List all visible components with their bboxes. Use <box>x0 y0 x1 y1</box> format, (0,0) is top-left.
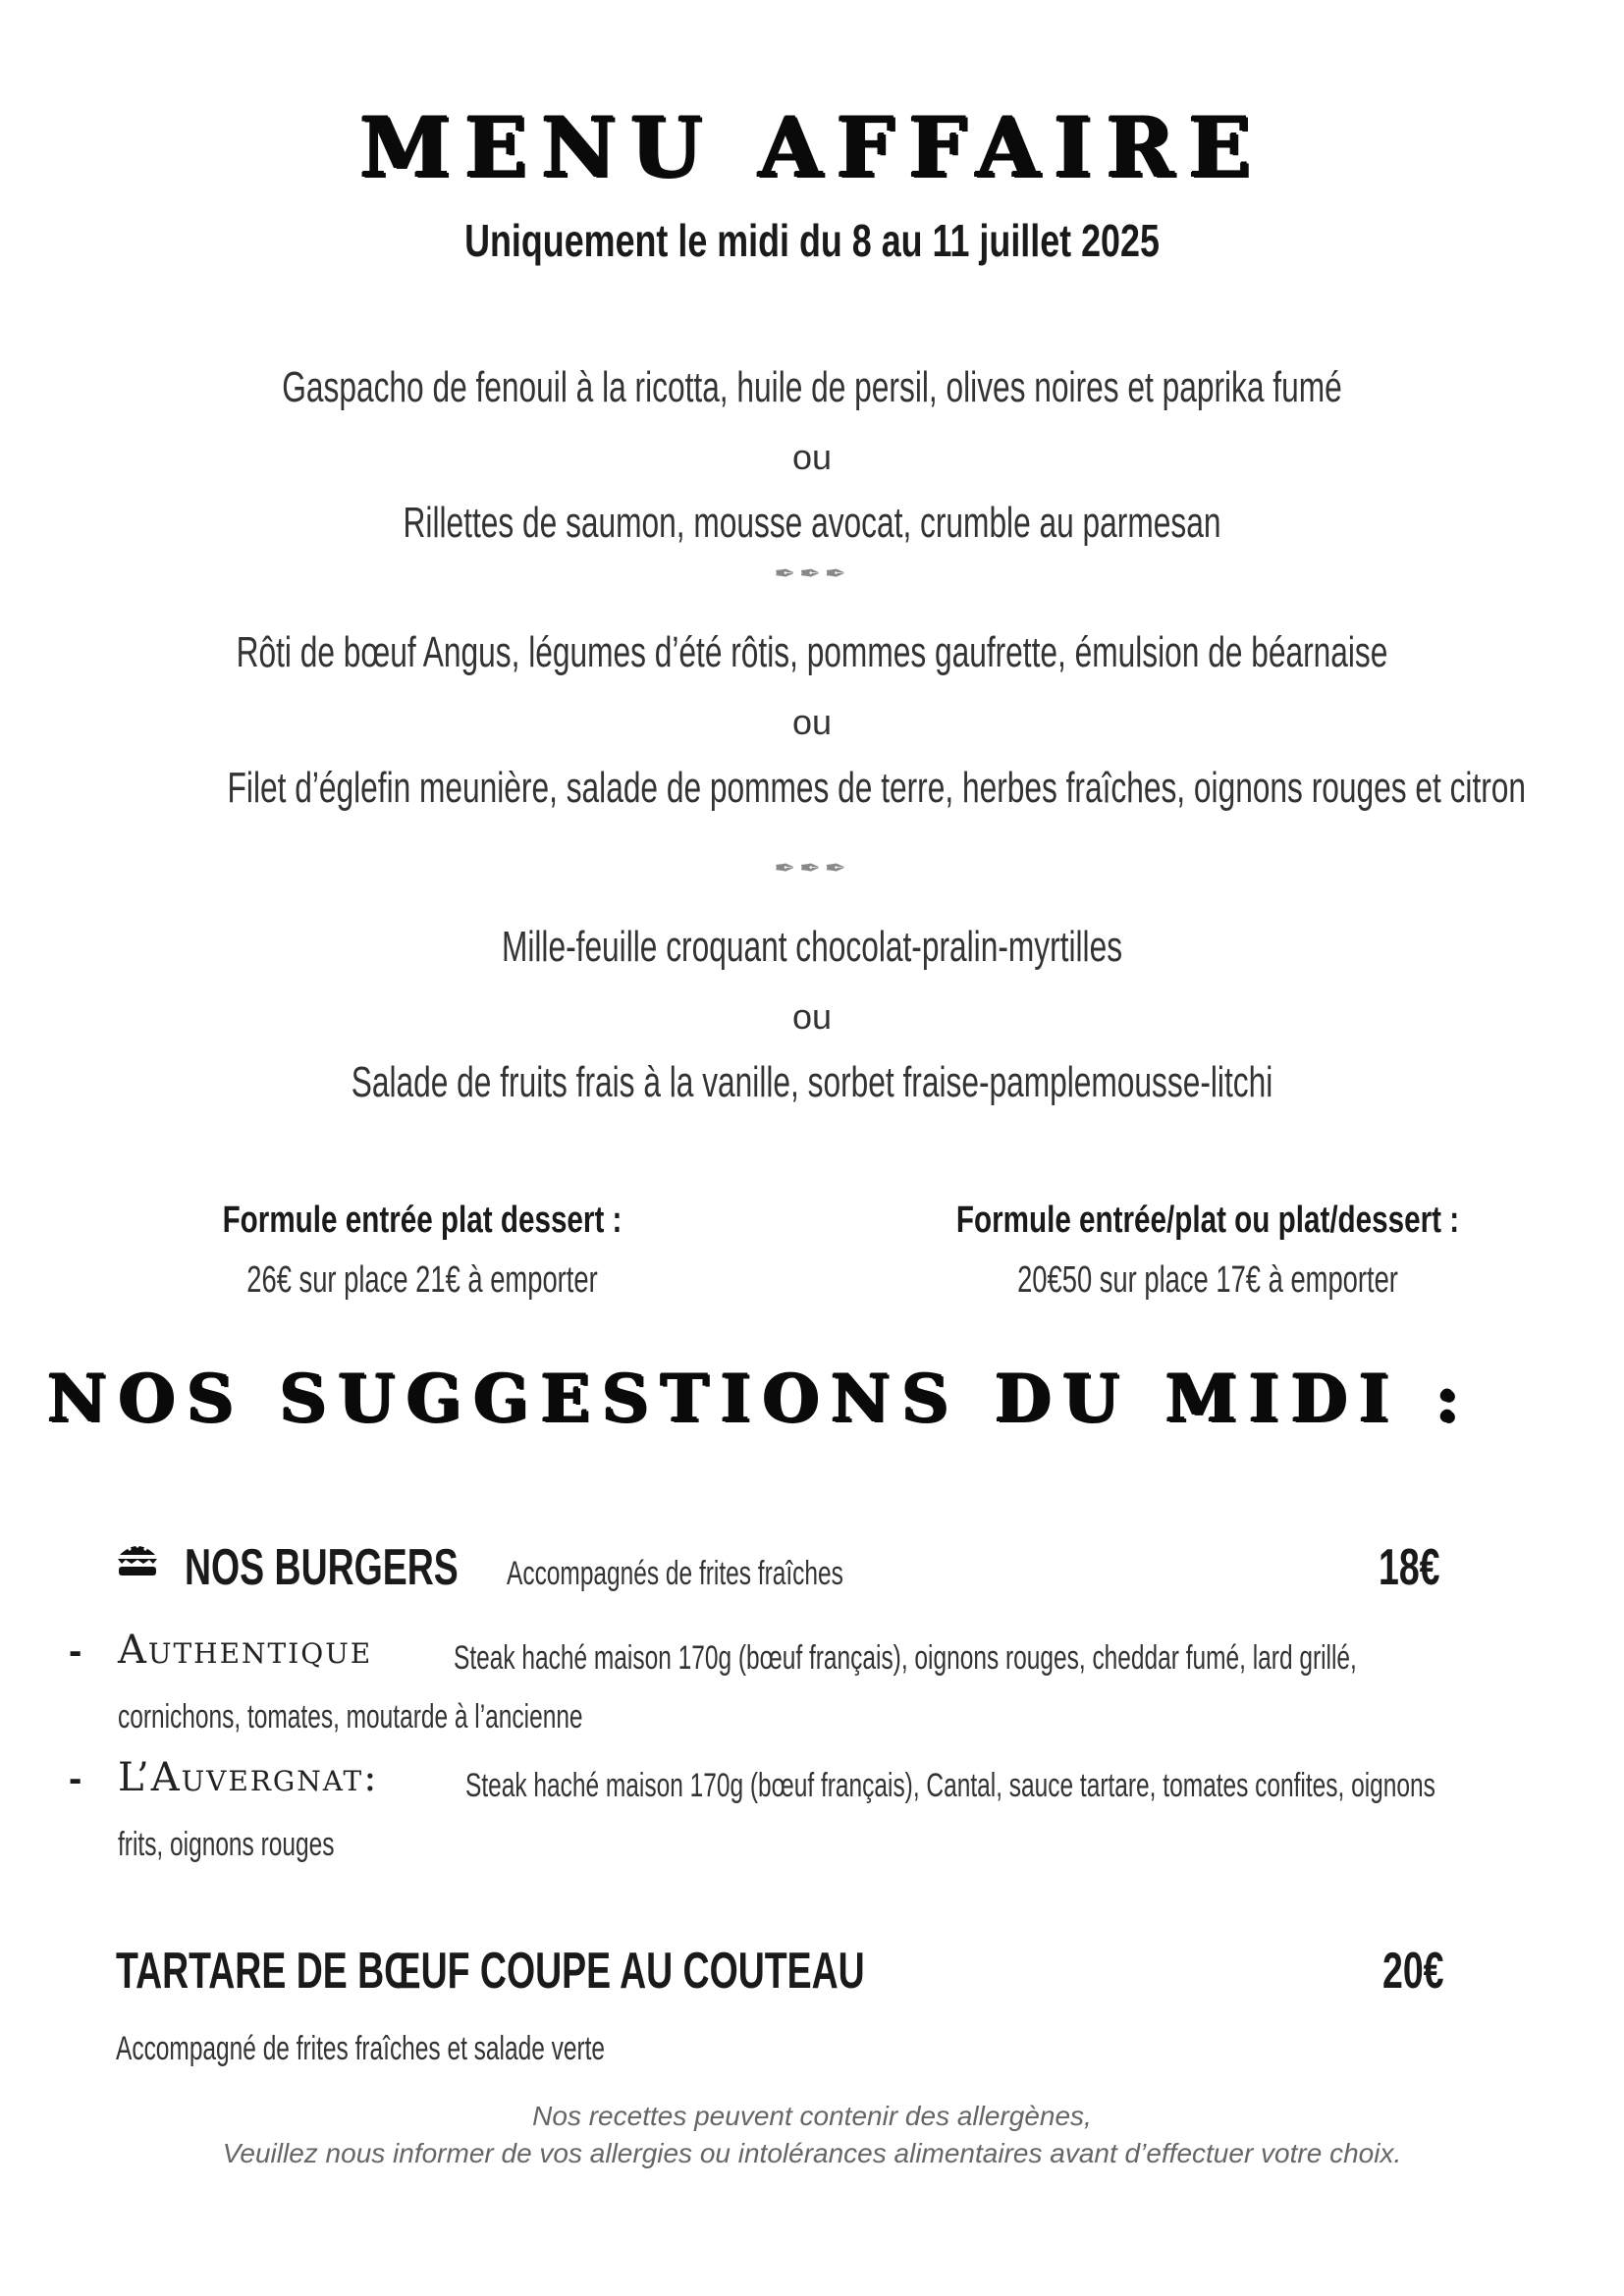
allergen-line-2: Veuillez nous informer de vos allergies ou intolérances alimentaires avant d’effectuer votre choix. <box>222 2138 1402 2168</box>
menu-title: MENU AFFAIRE <box>358 98 1266 195</box>
allergen-line-1: Nos recettes peuvent contenir des allergènes, <box>532 2101 1092 2131</box>
formula-2-title: Formule entrée/plat ou plat/dessert : <box>955 1200 1460 1241</box>
starter-2: Rillettes de saumon, mousse avocat, crumble au parmesan <box>403 499 1221 547</box>
burger-2-desc-line1: Steak haché maison 170g (bœuf français), Cantal, sauce tartare, tomates confites, oignons <box>465 1767 1435 1804</box>
separator-icon: ✒✒✒ <box>774 560 850 589</box>
separator-icon: ✒✒✒ <box>774 854 850 883</box>
burgers-price: 18€ <box>1379 1539 1440 1596</box>
burger-2-desc-line2: frits, oignons rouges <box>118 1826 335 1863</box>
list-dash: - <box>69 1629 82 1673</box>
burgers-note: Accompagnés de frites fraîches <box>507 1555 843 1592</box>
list-dash: - <box>69 1757 82 1800</box>
tartare-price: 20€ <box>1382 1943 1444 2000</box>
burger-1-desc-line1: Steak haché maison 170g (bœuf français), oignons rouges, cheddar fumé, lard grillé, <box>454 1639 1357 1677</box>
formula-2-price: 20€50 sur place 17€ à emporter <box>1017 1259 1398 1301</box>
burgers-heading: NOS BURGERS <box>185 1539 459 1596</box>
dessert-2: Salade de fruits frais à la vanille, sorbet fraise-pamplemousse-litchi <box>351 1058 1273 1106</box>
formula-1-title: Formule entrée plat dessert : <box>222 1200 623 1241</box>
tartare-heading: TARTARE DE BŒUF COUPE AU COUTEAU <box>116 1943 865 2000</box>
burger-2-name: L’Auvergnat: <box>118 1755 379 1800</box>
main-1: Rôti de bœuf Angus, légumes d’été rôtis, pommes gaufrette, émulsion de béarnaise <box>236 628 1388 676</box>
formula-1-price: 26€ sur place 21€ à emporter <box>246 1259 598 1301</box>
burger-1-name: Authentique <box>118 1628 373 1673</box>
burger-1-desc-line2: cornichons, tomates, moutarde à l’ancienne <box>118 1698 583 1735</box>
menu-subtitle: Uniquement le midi du 8 au 11 juillet 2025 <box>464 215 1160 266</box>
starter-1: Gaspacho de fenouil à la ricotta, huile de persil, olives noires et paprika fumé <box>282 363 1342 411</box>
main-2: Filet d’églefin meunière, salade de pommes de terre, herbes fraîches, oignons rouges et citron <box>227 764 1527 812</box>
burger-icon <box>116 1539 159 1583</box>
dessert-1: Mille-feuille croquant chocolat-pralin-myrtilles <box>501 923 1123 971</box>
suggestions-title: NOS SUGGESTIONS DU MIDI : <box>47 1360 1471 1436</box>
tartare-note: Accompagné de frites fraîches et salade verte <box>116 2030 606 2067</box>
or-label: ou <box>791 996 833 1037</box>
or-label: ou <box>791 702 833 742</box>
or-label: ou <box>791 437 833 477</box>
